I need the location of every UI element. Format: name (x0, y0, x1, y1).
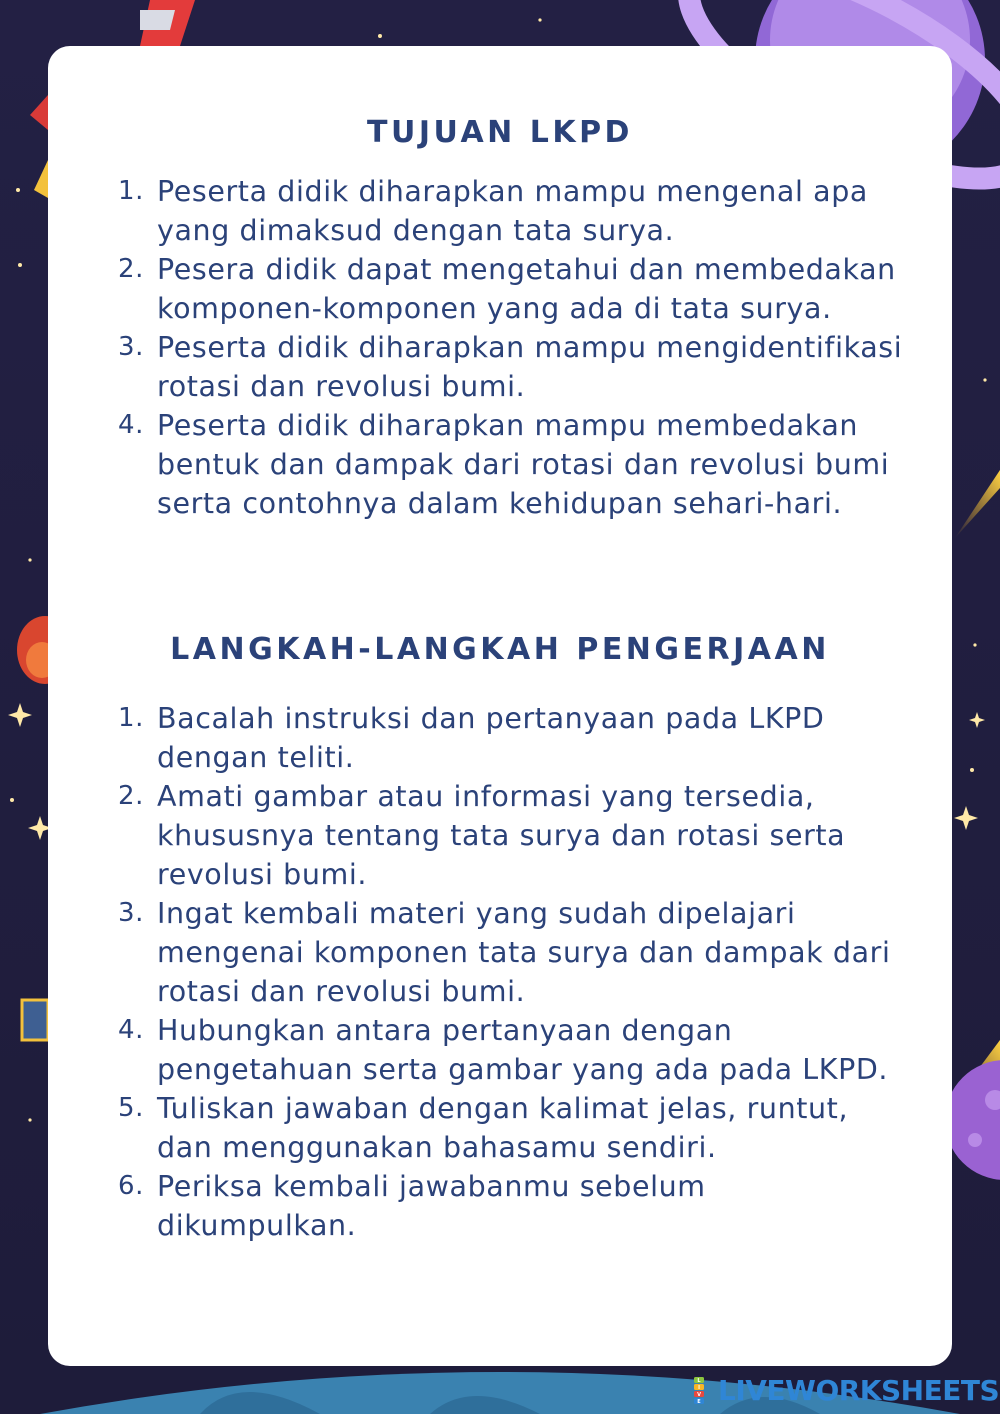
list-text: Hubungkan antara pertanyaan dengan pengetahuan serta gambar yang ada pada LKPD. (157, 1014, 889, 1086)
list-number: 5. (118, 1093, 145, 1123)
list-number: 2. (118, 254, 145, 284)
list-item (118, 777, 908, 894)
section-title-tujuan: TUJUAN LKPD (367, 115, 633, 150)
list-item (118, 1089, 908, 1167)
logo-badge-letter: I (698, 1385, 700, 1391)
list-item (118, 894, 908, 1011)
list-item (118, 699, 908, 777)
list-number: 4. (118, 410, 145, 440)
list-item (118, 250, 908, 328)
list-text: Peserta didik diharapkan mampu membedakan bentuk dan dampak dari rotasi dan revolusi bumi serta contohnya dalam kehidupan sehari-hari. (157, 409, 890, 520)
liveworksheets-logo-icon (692, 1375, 718, 1405)
list-text: Peserta didik diharapkan mampu mengidentifikasi rotasi dan revolusi bumi. (157, 331, 903, 403)
logo-badge-letter: E (697, 1399, 701, 1405)
list-text: Bacalah instruksi dan pertanyaan pada LKPD dengan teliti. (157, 702, 825, 774)
list-text: Peserta didik diharapkan mampu mengenal apa yang dimaksud dengan tata surya. (157, 175, 868, 247)
list-text: Periksa kembali jawabanmu sebelum dikumpulkan. (157, 1170, 706, 1242)
list-text: Pesera didik dapat mengetahui dan membedakan komponen-komponen yang ada di tata surya. (157, 253, 896, 325)
list-item (118, 1167, 908, 1245)
tujuan-list (118, 172, 908, 523)
list-item (118, 406, 908, 523)
list-item (118, 328, 908, 406)
list-number: 3. (118, 332, 145, 362)
list-number: 1. (118, 703, 145, 733)
logo-text: LIVEWORKSHEETS (718, 1373, 1000, 1407)
langkah-list (118, 699, 908, 1245)
liveworksheets-logo[interactable] (692, 1372, 999, 1408)
list-number: 6. (118, 1171, 145, 1201)
list-item (118, 1011, 908, 1089)
list-item (118, 172, 908, 250)
satellite-icon (22, 1000, 48, 1040)
logo-badge-letter: V (697, 1392, 701, 1398)
section-title-langkah: LANGKAH-LANGKAH PENGERJAAN (170, 632, 830, 667)
logo-badge-letter: L (697, 1378, 701, 1384)
list-text: Amati gambar atau informasi yang tersedia, khususnya tentang tata surya dan rotasi serta revolusi bumi. (157, 780, 846, 891)
list-number: 2. (118, 781, 145, 811)
list-text: Ingat kembali materi yang sudah dipelajari mengenai komponen tata surya dan dampak dari rotasi dan revolusi bumi. (157, 897, 891, 1008)
list-text: Tuliskan jawaban dengan kalimat jelas, runtut, dan menggunakan bahasamu sendiri. (157, 1092, 849, 1164)
list-number: 1. (118, 176, 145, 206)
list-number: 3. (118, 898, 145, 928)
list-number: 4. (118, 1015, 145, 1045)
